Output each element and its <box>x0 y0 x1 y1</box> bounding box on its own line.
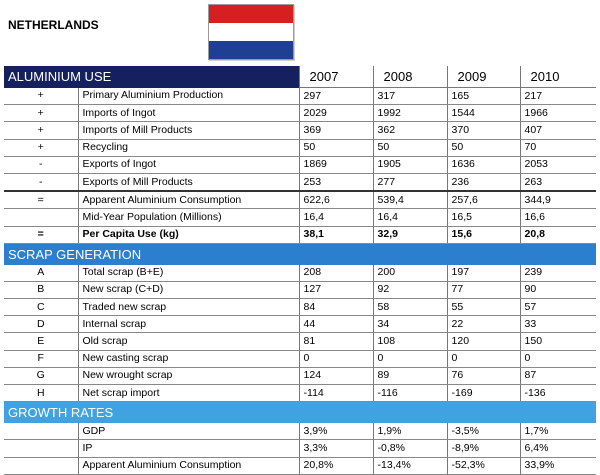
row-symbol: H <box>4 385 78 402</box>
table-row <box>4 333 596 350</box>
row-value-2008: 92 <box>373 281 447 298</box>
table-row <box>4 122 596 139</box>
row-value-2008: 539,4 <box>373 191 447 209</box>
row-label: GDP <box>78 423 299 440</box>
netherlands-flag-image <box>208 4 294 60</box>
row-value-2010: 217 <box>520 88 596 105</box>
row-label: Apparent Aluminium Consumption <box>78 191 299 209</box>
table-row <box>4 156 596 173</box>
row-label: New wrought scrap <box>78 367 299 384</box>
row-value-2009: 197 <box>447 265 520 282</box>
row-value-2010: 70 <box>520 139 596 156</box>
row-symbol: C <box>4 299 78 316</box>
row-symbol: B <box>4 281 78 298</box>
row-value-2010: 57 <box>520 299 596 316</box>
country-title: NETHERLANDS <box>8 18 99 32</box>
row-value-2008: 1,9% <box>373 423 447 440</box>
row-value-2008: 50 <box>373 139 447 156</box>
table-row <box>4 440 596 457</box>
row-symbol: A <box>4 265 78 282</box>
year-header-2007: 2007 <box>299 66 373 88</box>
row-value-2008: 1905 <box>373 156 447 173</box>
row-symbol: - <box>4 156 78 173</box>
table-row <box>4 209 596 226</box>
row-symbol: + <box>4 105 78 122</box>
row-value-2010: 150 <box>520 333 596 350</box>
row-value-2007: 1869 <box>299 156 373 173</box>
row-value-2010: 33,9% <box>520 457 596 474</box>
aluminium-use-section-header <box>4 66 596 88</box>
row-value-2007: 38,1 <box>299 226 373 243</box>
row-label: Internal scrap <box>78 316 299 333</box>
table-row <box>4 139 596 156</box>
row-value-2009: 50 <box>447 139 520 156</box>
row-value-2007: 208 <box>299 265 373 282</box>
row-value-2007: 44 <box>299 316 373 333</box>
row-symbol: G <box>4 367 78 384</box>
table-row <box>4 385 596 402</box>
row-value-2008: 34 <box>373 316 447 333</box>
row-value-2010: -136 <box>520 385 596 402</box>
row-value-2010: 33 <box>520 316 596 333</box>
row-symbol <box>4 423 78 440</box>
row-label: Primary Aluminium Production <box>78 88 299 105</box>
table-row <box>4 88 596 105</box>
row-value-2007: 0 <box>299 350 373 367</box>
row-label: Net scrap import <box>78 385 299 402</box>
table-row <box>4 299 596 316</box>
row-value-2008: 200 <box>373 265 447 282</box>
row-symbol <box>4 457 78 474</box>
row-label: New casting scrap <box>78 350 299 367</box>
row-symbol <box>4 209 78 226</box>
row-value-2009: 16,5 <box>447 209 520 226</box>
aluminium-statistics-table <box>4 66 596 475</box>
row-value-2009: 0 <box>447 350 520 367</box>
row-label: IP <box>78 440 299 457</box>
row-value-2009: 257,6 <box>447 191 520 209</box>
row-value-2009: 77 <box>447 281 520 298</box>
flag-white-band <box>209 23 293 41</box>
row-label: Exports of Ingot <box>78 156 299 173</box>
row-label: Imports of Ingot <box>78 105 299 122</box>
row-value-2009: 22 <box>447 316 520 333</box>
row-value-2008: 362 <box>373 122 447 139</box>
row-value-2010: 344,9 <box>520 191 596 209</box>
row-value-2007: 3,9% <box>299 423 373 440</box>
row-label: Per Capita Use (kg) <box>78 226 299 243</box>
row-value-2008: 1992 <box>373 105 447 122</box>
table-row <box>4 457 596 474</box>
row-value-2008: 16,4 <box>373 209 447 226</box>
row-value-2007: 127 <box>299 281 373 298</box>
row-value-2007: 297 <box>299 88 373 105</box>
row-value-2010: 1,7% <box>520 423 596 440</box>
row-value-2009: 76 <box>447 367 520 384</box>
row-value-2008: 277 <box>373 173 447 191</box>
table-row <box>4 367 596 384</box>
row-symbol: E <box>4 333 78 350</box>
row-value-2007: 84 <box>299 299 373 316</box>
row-value-2008: -0,8% <box>373 440 447 457</box>
table-row <box>4 350 596 367</box>
table-row <box>4 191 596 209</box>
row-value-2009: 1636 <box>447 156 520 173</box>
row-value-2010: 2053 <box>520 156 596 173</box>
row-symbol <box>4 440 78 457</box>
row-value-2007: 50 <box>299 139 373 156</box>
row-value-2010: 6,4% <box>520 440 596 457</box>
row-symbol: + <box>4 122 78 139</box>
row-label: Apparent Aluminium Consumption <box>78 457 299 474</box>
row-value-2010: 16,6 <box>520 209 596 226</box>
row-value-2010: 0 <box>520 350 596 367</box>
row-value-2010: 263 <box>520 173 596 191</box>
row-value-2009: 1544 <box>447 105 520 122</box>
row-value-2010: 20,8 <box>520 226 596 243</box>
row-value-2009: -3,5% <box>447 423 520 440</box>
table-row <box>4 226 596 243</box>
year-header-2009: 2009 <box>447 66 520 88</box>
row-symbol: = <box>4 226 78 243</box>
row-value-2009: -52,3% <box>447 457 520 474</box>
row-value-2009: 55 <box>447 299 520 316</box>
row-label: Traded new scrap <box>78 299 299 316</box>
table-row <box>4 423 596 440</box>
row-value-2010: 407 <box>520 122 596 139</box>
flag-red-band <box>209 5 293 23</box>
row-value-2007: 253 <box>299 173 373 191</box>
row-value-2007: 20,8% <box>299 457 373 474</box>
row-label: Old scrap <box>78 333 299 350</box>
table-row <box>4 105 596 122</box>
row-value-2008: 0 <box>373 350 447 367</box>
row-value-2008: 58 <box>373 299 447 316</box>
row-symbol: - <box>4 173 78 191</box>
row-value-2007: -114 <box>299 385 373 402</box>
row-symbol: + <box>4 139 78 156</box>
row-value-2008: 317 <box>373 88 447 105</box>
table-body <box>4 66 596 474</box>
row-value-2007: 2029 <box>299 105 373 122</box>
row-symbol: + <box>4 88 78 105</box>
row-value-2008: 32,9 <box>373 226 447 243</box>
row-label: New scrap (C+D) <box>78 281 299 298</box>
row-value-2007: 622,6 <box>299 191 373 209</box>
row-value-2009: 165 <box>447 88 520 105</box>
row-symbol: = <box>4 191 78 209</box>
row-value-2009: 120 <box>447 333 520 350</box>
row-value-2009: 370 <box>447 122 520 139</box>
row-label: Imports of Mill Products <box>78 122 299 139</box>
year-header-2010: 2010 <box>520 66 596 88</box>
row-value-2008: 108 <box>373 333 447 350</box>
row-value-2007: 369 <box>299 122 373 139</box>
flag-blue-band <box>209 41 293 59</box>
row-value-2009: 236 <box>447 173 520 191</box>
row-label: Recycling <box>78 139 299 156</box>
row-symbol: D <box>4 316 78 333</box>
table-row <box>4 281 596 298</box>
row-value-2008: -116 <box>373 385 447 402</box>
section-title: ALUMINIUM USE <box>4 66 299 88</box>
row-label: Exports of Mill Products <box>78 173 299 191</box>
row-value-2007: 81 <box>299 333 373 350</box>
row-value-2009: -169 <box>447 385 520 402</box>
row-value-2008: -13,4% <box>373 457 447 474</box>
row-value-2010: 1966 <box>520 105 596 122</box>
row-symbol: F <box>4 350 78 367</box>
section-title: SCRAP GENERATION <box>4 243 596 265</box>
scrap-generation-section-header <box>4 243 596 265</box>
row-value-2010: 239 <box>520 265 596 282</box>
row-value-2007: 3,3% <box>299 440 373 457</box>
row-value-2009: 15,6 <box>447 226 520 243</box>
row-value-2009: -8,9% <box>447 440 520 457</box>
table-row <box>4 173 596 191</box>
row-value-2007: 16,4 <box>299 209 373 226</box>
row-label: Total scrap (B+E) <box>78 265 299 282</box>
growth-rates-section-header <box>4 402 596 424</box>
row-value-2010: 90 <box>520 281 596 298</box>
year-header-2008: 2008 <box>373 66 447 88</box>
table-row <box>4 265 596 282</box>
row-value-2008: 89 <box>373 367 447 384</box>
row-value-2007: 124 <box>299 367 373 384</box>
row-value-2010: 87 <box>520 367 596 384</box>
table-row <box>4 316 596 333</box>
section-title: GROWTH RATES <box>4 402 596 424</box>
row-label: Mid-Year Population (Millions) <box>78 209 299 226</box>
